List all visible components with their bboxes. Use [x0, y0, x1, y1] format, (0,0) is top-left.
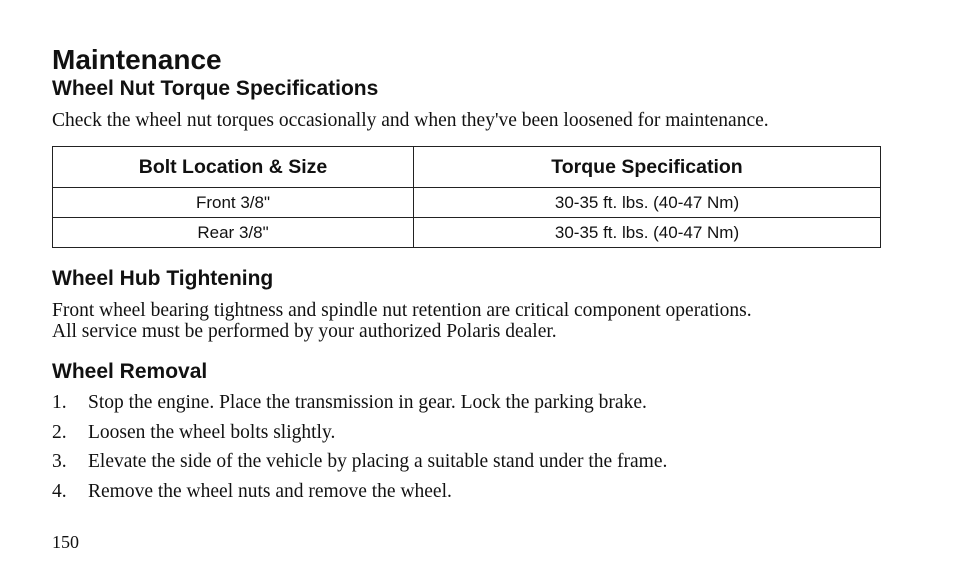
- step-number: 1.: [52, 392, 67, 413]
- manual-page: [52, 44, 892, 510]
- step-text: Stop the engine. Place the transmission in gear. Lock the parking brake.: [88, 392, 647, 413]
- hub-text-line1: Front wheel bearing tightness and spindle nut retention are critical component operations.: [52, 300, 752, 321]
- step-number: 2.: [52, 421, 67, 443]
- table-cell: Rear 3/8": [53, 218, 414, 248]
- step-text: Elevate the side of the vehicle by placing a suitable stand under the frame.: [88, 451, 668, 472]
- torque-heading: Wheel Nut Torque Specifications: [52, 77, 379, 100]
- table-cell: Front 3/8": [53, 188, 414, 218]
- page-title: Maintenance: [52, 44, 222, 75]
- page-number: 150: [52, 532, 79, 552]
- list-item: [52, 451, 892, 473]
- hub-heading: Wheel Hub Tightening: [52, 267, 274, 290]
- table-cell: 30-35 ft. lbs. (40-47 Nm): [414, 218, 881, 248]
- step-text: Remove the wheel nuts and remove the wheel.: [88, 480, 452, 502]
- table-row: [53, 188, 881, 218]
- table-row: [53, 218, 881, 248]
- step-number: 4.: [52, 480, 67, 502]
- table-header-cell: Torque Specification: [414, 147, 881, 188]
- removal-heading: Wheel Removal: [52, 360, 208, 383]
- torque-table: [52, 146, 881, 248]
- table-header-cell: Bolt Location & Size: [53, 147, 414, 188]
- step-number: 3.: [52, 451, 67, 472]
- removal-steps-list: [52, 392, 892, 503]
- list-item: [52, 422, 892, 444]
- list-item: [52, 481, 892, 503]
- torque-intro: Check the wheel nut torques occasionally and when they've been loosened for maintenance.: [52, 110, 769, 131]
- step-text: Loosen the wheel bolts slightly.: [88, 421, 336, 443]
- hub-text-line2: All service must be performed by your authorized Polaris dealer.: [52, 321, 557, 342]
- table-header-row: [53, 147, 881, 188]
- list-item: [52, 392, 892, 414]
- table-cell: 30-35 ft. lbs. (40-47 Nm): [414, 188, 881, 218]
